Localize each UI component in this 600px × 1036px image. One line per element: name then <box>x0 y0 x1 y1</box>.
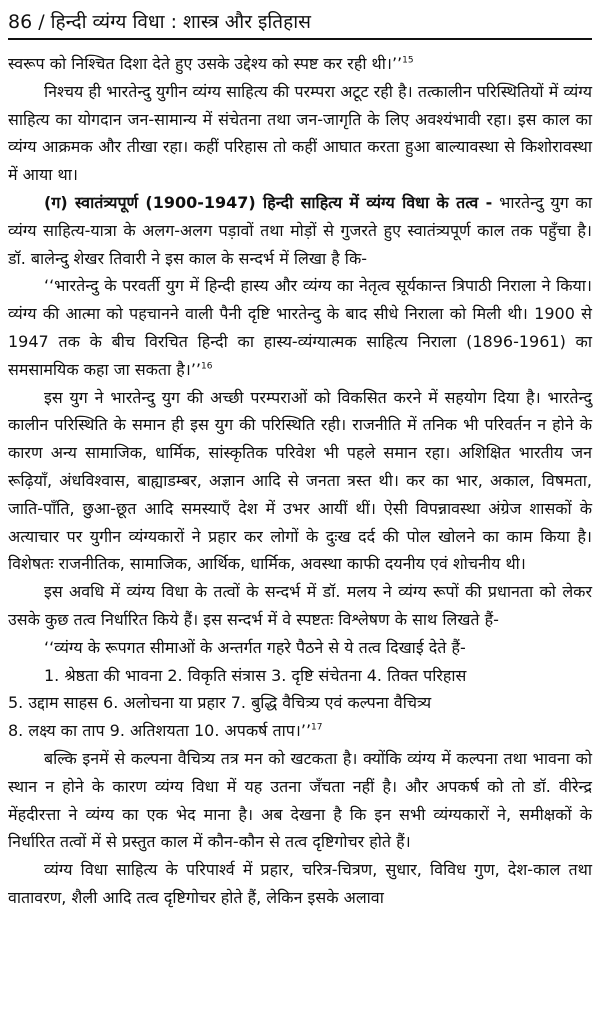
paragraph <box>8 384 592 579</box>
section-heading: (ग) स्वातंत्र्यपूर्ण (1900-1947) हिन्दी साहित्य में व्यंग्य विधा के तत्व - <box>44 192 493 212</box>
paragraph <box>8 745 592 856</box>
paragraph-text: भारतेन्दु युग का व्यंग्य साहित्य-यात्रा के अलग-अलग पड़ावों तथा मोड़ों से गुजरते हुए स्वातंत्र्यपूर्ण काल तक पहुँचा है। डॉ. बालेन्दु शेखर तिवारी ने इस काल के सन्दर्भ में लिखा है कि- <box>8 192 592 268</box>
quotation-paragraph <box>8 634 592 662</box>
paragraph-text: ‘‘भारतेन्दु के परवर्ती युग में हिन्दी हास्य और व्यंग्य का नेतृत्व सूर्यकान्त त्रिपाठी निराला ने किया। व्यंग्य की आत्मा को पहचानने वाली पैनी दृष्टि भारतेन्दु के बाद सीधे निराला को मिली थी। 1900 से 1947 तक के बीच विरचित हिन्दी का हास्य-व्यंग्यात्मक साहित्य निराला (1896-1961) का समसामयिक कहा जा सकता है।’’ <box>8 276 592 379</box>
list-line <box>8 662 592 690</box>
list-line-text: 1. श्रेष्ठता की भावना 2. विकृति संत्रास 3. दृष्टि संचेतना 4. तिक्त परिहास <box>44 665 467 685</box>
paragraph-text: बल्कि इनमें से कल्पना वैचित्र्य तत्र मन को खटकता है। क्योंकि व्यंग्य में कल्पना तथा भावना को स्थान न होने के कारण व्यंग्य विधा में यह उतना जँचता नहीं है। और अपकर्ष को तो डॉ. वीरेन्द्र मेंहदीरत्ता ने व्यंग्य का एक भेद माना है। अब देखना है कि इन सभी व्यंग्यकारों ने, समीक्षकों के निर्धारित तत्वों में से प्रस्तुत काल में कौन-कौन से तत्व दृष्टिगोचर होते हैं। <box>8 748 592 852</box>
paragraph-text: ‘‘व्यंग्य के रूपगत सीमाओं के अन्तर्गत गहरे पैठने से ये तत्व दिखाई देते हैं- <box>44 637 466 657</box>
footnote-ref: 17 <box>311 722 323 733</box>
list-line <box>8 717 592 745</box>
elements-list <box>8 662 592 745</box>
paragraph <box>8 856 592 912</box>
paragraph-text: स्वरूप को निश्चित दिशा देते हुए उसके उद्देश्य को स्पष्ट कर रही थी।’’ <box>8 54 403 73</box>
page-number: 86 / <box>8 11 45 33</box>
paragraph-text: इस युग ने भारतेन्दु युग की अच्छी परम्पराओं को विकसित करने में सहयोग दिया है। भारतेन्दु कालीन परिस्थिति के समान ही इस युग की परिस्थिति रही। राजनीति में तनिक भी परिवर्तन न होने के कारण अन्य सामाजिक, धार्मिक, सांस्कृतिक परिवेश भी पहले समान रहा। अशिक्षित भारतीय जन रूढ़ियाँ, अंधविश्वास, बाह्याडम्बर, अज्ञान आदि से जनता त्रस्त थी। कर का भार, अकाल, विषमता, जाति-पाँति, छुआ-छूत आदि समस्याएँ देश में उभर आयीं थीं। ऐसी विपन्नावस्था अंग्रेज शासकों के अत्याचार पर युगीन व्यंग्यकारों ने प्रहार कर लोगों के दुःख दर्द की पोल खोलने का काम किया है। विशेषतः राजनीतिक, सामाजिक, आर्थिक, धार्मिक, अवस्था काफी दयनीय एवं शोचनीय थी। <box>8 387 592 574</box>
quotation-paragraph <box>8 272 592 383</box>
paragraph <box>8 78 592 189</box>
paragraph-text: निश्चय ही भारतेन्दु युगीन व्यंग्य साहित्य की परम्परा अटूट रही है। तत्कालीन परिस्थितियों में व्यंग्य साहित्य का योगदान जन-सामान्य में संचेतना तथा जन-जागृति के लिए अवश्यंभावी रहा। इस काल का व्यंग्य आक्रमक और तीखा रहा। कहीं परिहास तो कहीं आघात करता हुआ बाल्यावस्था से किशोरावस्था में आया था। <box>8 81 592 185</box>
paragraph-text: व्यंग्य विधा साहित्य के परिपार्श्व में प्रहार, चरित्र-चित्रण, सुधार, विविध गुण, देश-काल तथा वातावरण, शैली आदि तत्व दृष्टिगोचर होते हैं, लेकिन इसके अलावा <box>8 860 592 907</box>
book-title: हिन्दी व्यंग्य विधा : शास्त्र और इतिहास <box>50 11 311 33</box>
footnote-ref: 15 <box>402 55 414 66</box>
list-line-text: 8. लक्ष्य का ताप 9. अतिशयता 10. अपकर्ष ताप।’’ <box>8 721 312 741</box>
section-paragraph <box>8 189 592 272</box>
list-line <box>8 689 592 717</box>
page-body <box>8 50 592 912</box>
paragraph-text: इस अवधि में व्यंग्य विधा के तत्वों के सन्दर्भ में डॉ. मलय ने व्यंग्य रूपों की प्रधानता को लेकर उसके कुछ तत्व निर्धारित किये हैं। इस सन्दर्भ में वे स्पष्टतः विश्लेषण के साथ लिखते हैं- <box>8 582 592 629</box>
running-header <box>8 10 592 40</box>
paragraph-continuation <box>8 50 592 78</box>
footnote-ref: 16 <box>201 361 213 372</box>
list-line-text: 5. उद्दाम साहस 6. अलोचना या प्रहार 7. बुद्धि वैचित्र्य एवं कल्पना वैचित्र्य <box>8 693 432 713</box>
paragraph <box>8 578 592 634</box>
